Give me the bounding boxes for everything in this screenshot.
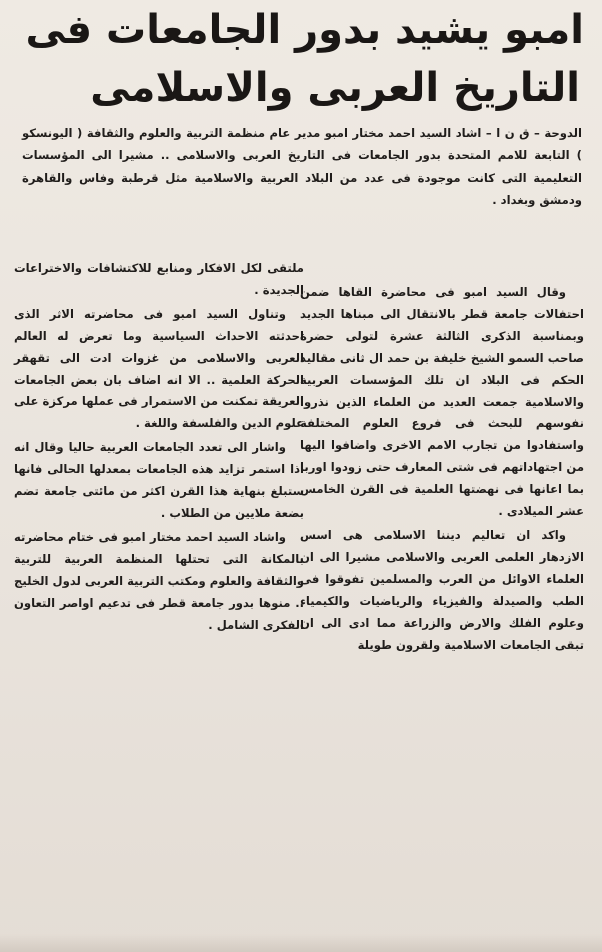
paper-edge-shadow: [0, 934, 602, 952]
paragraph: واشار الى تعدد الجامعات العربية حاليا وقال انه اذا استمر تزايد هذه الجامعات بمعدلها الحالى فانها ستبلغ بنهاية هذا القرن اكثر من مائتى جامعة تضم بضعة ملايين من الطلاب .: [14, 440, 304, 520]
paragraph: وقال السيد امبو فى محاضرة القاها ضمن احتفالات جامعة قطر بالانتقال الى مبناها الجديد وبمناسبة الذكرى الثالثة عشرة لتولى حضرة صاحب السمو الشيخ خليفة بن حمد ال ثانى مقاليد الحكم فى البلاد ان تلك المؤسسات العربية والاسلامية جمعت العديد من العلماء الذين نذروا نفوسهم للبحث فى فروع العلوم المختلفة واستفادوا من تجارب الامم الاخرى واضافوا اليها من اجتهاداتهم فى شتى المعارف حتى زودوا اوربا بما اعانها فى نهضتها العلمية فى القرن الخامس عشر الميلادى .: [300, 285, 584, 519]
article-column-left: [14, 258, 304, 638]
paragraph: واكد ان تعاليم ديننا الاسلامى هى اسس الازدهار العلمى العربى والاسلامى مشيرا الى ان العلماء الاوائل من العرب والمسلمين تفوقوا فى الطب والصيدلة والفيزياء والرياضيات والكيمياء وعلوم الفلك والارض والزراعة مما ادى الى ان تبقى الجامعات الاسلامية ولقرون طويلة: [300, 527, 584, 652]
paragraph: واشاد السيد احمد مختار امبو فى ختام محاضرته بالمكانة التى تحتلها المنظمة العربية للتربية والثقافة والعلوم ومكتب التربية العربى لدول الخليج .. منوها بدور جامعة قطر فى تدعيم اواصر التعاون الفكرى الشامل .: [14, 529, 304, 632]
paragraph: ملتقى لكل الافكار ومنابع للاكتشافات والاختراعات الجديدة .: [14, 261, 304, 297]
headline-line-2: التاريخ العربى والاسلامى: [90, 65, 580, 111]
paragraph: وتناول السيد امبو فى محاضرته الاثر الذى احدثته الاحداث السياسية وما تعرض له العالم العربى والاسلامى من غزوات ادت الى تقهقر الحركة العلمية .. الا انه اضاف بان بعض الجامعات العريقة تمكنت من الاستمرار فى عملها مركزة على علوم الدين والفلسفة واللغة .: [14, 306, 304, 431]
article-column-right: [300, 282, 584, 658]
headline-line-1: امبو يشيد بدور الجامعات فى: [25, 7, 584, 53]
lead-paragraph: الدوحة – ق ن ا – اشاد السيد احمد مختار امبو مدير عام منظمة التربية والعلوم والثقافة ( اليونسكو ) التابعة للامم المتحدة بدور الجامعات فى التاريخ العربى والاسلامى .. مشيرا الى المؤسسات التعليمية التى كانت موجودة فى عدد من البلاد العربية والاسلامية مثل قرطبة وفاس والقاهرة ودمشق وبغداد .: [22, 126, 582, 208]
